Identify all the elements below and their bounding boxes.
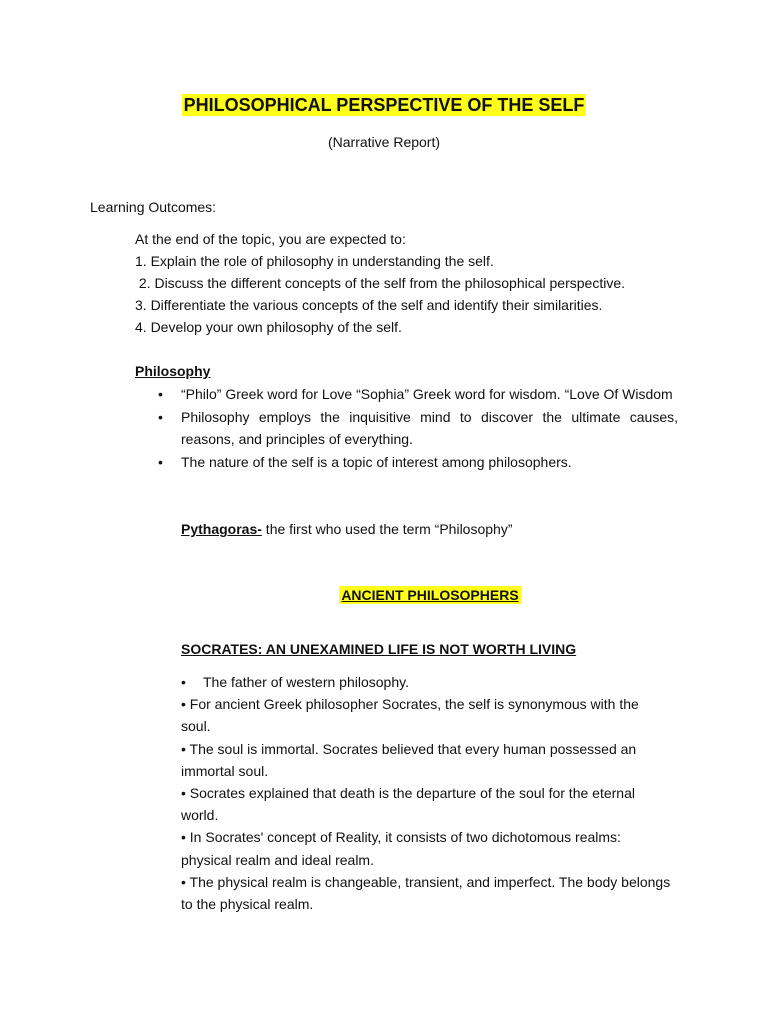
list-item — [158, 406, 678, 451]
bullet-icon: • — [158, 386, 163, 402]
socrates-heading: SOCRATES: AN UNEXAMINED LIFE IS NOT WORTH LIVING — [181, 641, 577, 657]
list-item-text: The nature of the self is a topic of interest among philosophers. — [181, 453, 572, 470]
list-item — [181, 671, 671, 693]
ancient-philosophers-heading-text: ANCIENT PHILOSOPHERS — [341, 587, 519, 603]
list-item: • In Socrates' concept of Reality, it consists of two dichotomous realms: physical realm and ideal realm. — [181, 829, 621, 868]
list-item-text: The father of western philosophy. — [203, 674, 409, 690]
pythagoras-term: Pythagoras- — [181, 521, 262, 537]
pythagoras-note — [181, 519, 512, 539]
philosophy-heading: Philosophy — [135, 363, 211, 379]
learning-outcome-item: 2. Discuss the different concepts of the self from the philosophical perspective. — [135, 275, 625, 291]
learning-outcomes-heading: Learning Outcomes: — [90, 199, 217, 215]
list-item: • For ancient Greek philosopher Socrates, the self is synonymous with the soul. — [181, 696, 639, 735]
list-item-text: “Philo” Greek word for Love “Sophia” Greek word for wisdom. “Love Of Wisdom — [181, 386, 673, 402]
page-title-text: PHILOSOPHICAL PERSPECTIVE OF THE SELF — [183, 95, 585, 115]
learning-outcome-item: 3. Differentiate the various concepts of the self and identify their similarities. — [135, 297, 603, 313]
philosophy-bullet-list — [158, 383, 678, 473]
list-item: • The physical realm is changeable, transient, and imperfect. The body belongs to the physical realm. — [181, 873, 671, 913]
bullet-icon: • — [158, 453, 163, 470]
pythagoras-text: the first who used the term “Philosophy” — [261, 521, 513, 537]
list-item — [158, 451, 678, 474]
page-subtitle: (Narrative Report) — [327, 134, 441, 150]
ancient-philosophers-heading — [0, 585, 768, 605]
learning-outcome-item: 4. Develop your own philosophy of the self. — [135, 319, 402, 335]
learning-outcome-item: 1. Explain the role of philosophy in understanding the self. — [135, 253, 494, 269]
bullet-icon: • — [158, 408, 163, 425]
list-item: • The soul is immortal. Socrates believed that every human possessed an immortal soul. — [181, 740, 637, 779]
learning-outcomes-list — [135, 228, 695, 338]
list-item — [158, 383, 678, 406]
list-item: • Socrates explained that death is the departure of the soul for the eternal world. — [181, 785, 635, 824]
page-title — [0, 93, 768, 117]
bullet-icon: • — [181, 674, 186, 690]
learning-outcomes-intro: At the end of the topic, you are expected to: — [135, 231, 406, 247]
list-item-text: Philosophy employs the inquisitive mind to discover the ultimate causes, reasons, and principles of everything. — [181, 408, 678, 447]
socrates-points — [181, 671, 671, 915]
